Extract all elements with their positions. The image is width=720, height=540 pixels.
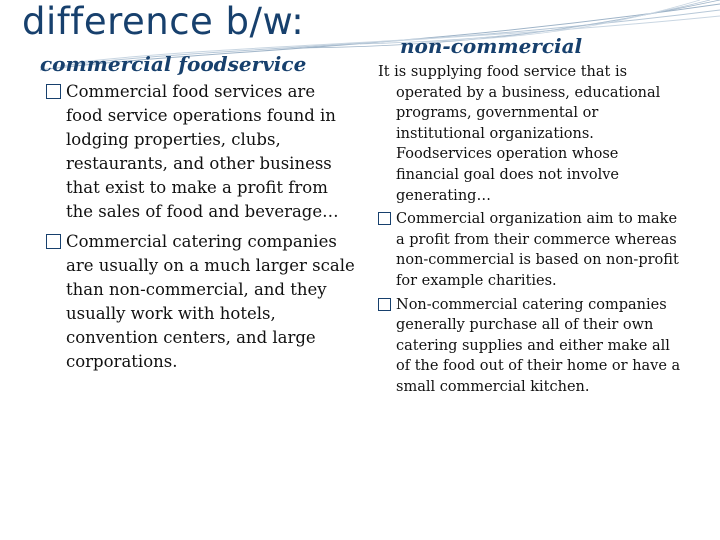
- square-bullet-icon: [46, 234, 61, 249]
- right-bullet-item: [378, 295, 684, 398]
- square-bullet-icon: [378, 298, 391, 311]
- left-bullet-item: [46, 80, 356, 224]
- left-bullet-item: [46, 230, 356, 374]
- right-intro-paragraph: [378, 62, 684, 206]
- square-bullet-icon: [378, 212, 391, 225]
- right-bullet-text: Commercial organization aim to make a profit from their commerce whereas non-commercial is based on non-profit for example charities.: [396, 211, 679, 289]
- left-bullet-text: Commercial food services are food service operations found in lodging properties, clubs, restaurants, and other business that exist to make a profit from the sales of food and beverage…: [66, 82, 339, 221]
- left-heading: commercial foodservice: [40, 52, 307, 76]
- slide-title: difference b/w:: [22, 0, 305, 43]
- right-column: [378, 62, 684, 401]
- right-intro-text: It is supplying food service that is operated by a business, educational programs, governmental or institutional organizations. Foodservices operation whose financial goal does not involve generating…: [378, 64, 661, 204]
- right-bullet-text: Non-commercial catering companies generally purchase all of their own catering supplies and either make all of the food out of their home or have a small commercial kitchen.: [396, 296, 681, 395]
- left-column: [46, 80, 356, 380]
- square-bullet-icon: [46, 84, 61, 99]
- right-bullet-item: [378, 209, 684, 291]
- left-bullet-text: Commercial catering companies are usually on a much larger scale than non-commercial, and they usually work with hotels, convention centers, and large corporations.: [66, 232, 355, 371]
- right-heading: non-commercial: [400, 34, 583, 58]
